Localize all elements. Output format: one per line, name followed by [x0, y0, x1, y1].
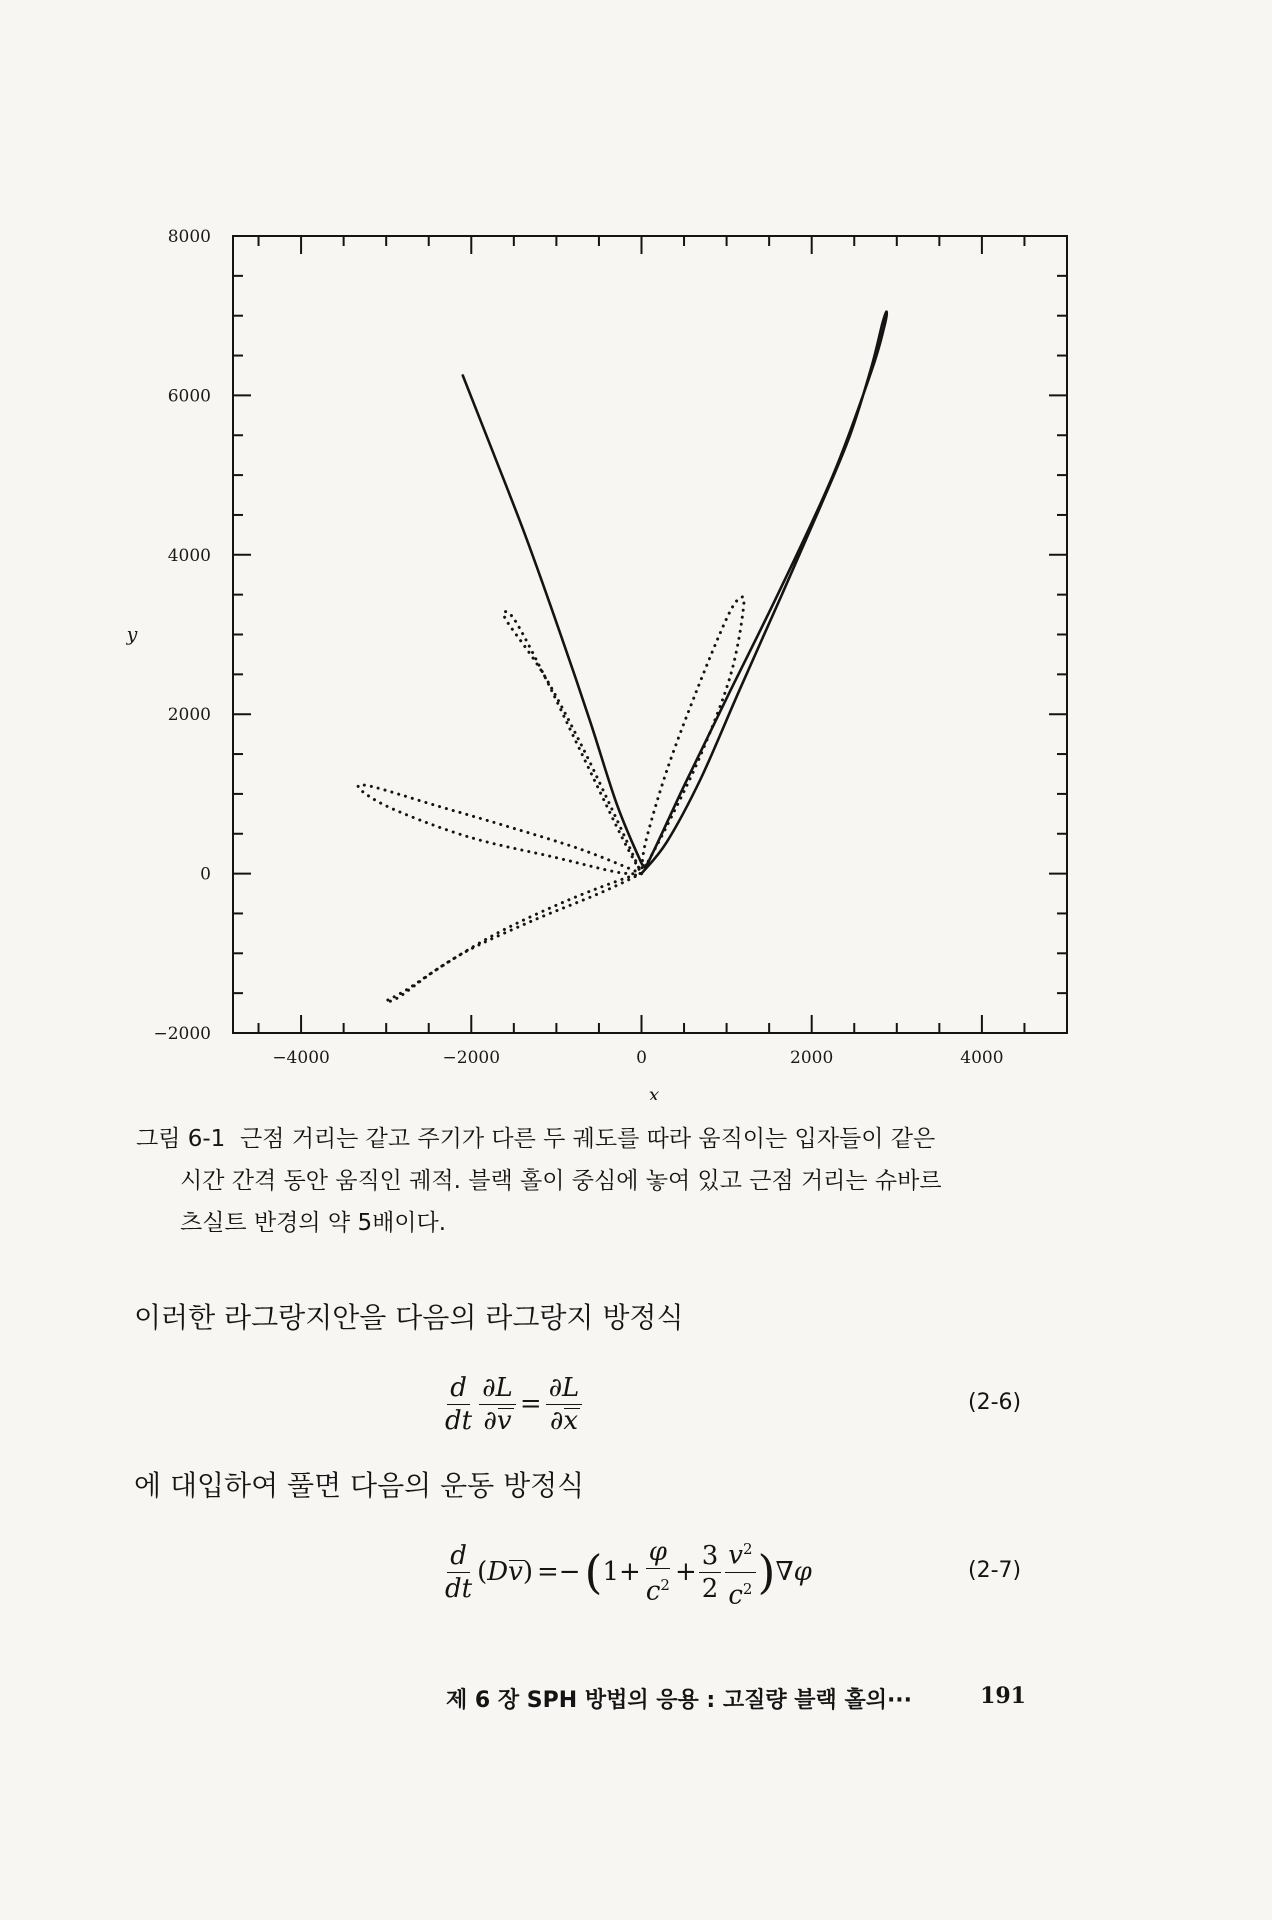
caption-line-1 [136, 1118, 1066, 1160]
eq2-frac-3-2 [699, 1540, 722, 1605]
equation-2-6 [440, 1364, 584, 1444]
y-tick-label: 0 [200, 864, 211, 885]
y-tick-label: −2000 [153, 1024, 211, 1044]
eq2-v-sup: 2 [742, 1539, 753, 1558]
footer-chapter-title: 제 6 장 SPH 방법의 응용 : 고질량 블랙 홀의··· [446, 1688, 913, 1713]
eq2-plus: + [674, 1557, 697, 1587]
body-paragraph-2: 에 대입하여 풀면 다음의 운동 방정식 [134, 1469, 585, 1502]
eq1-d: d [447, 1372, 470, 1405]
eq2-D: D [487, 1557, 509, 1587]
page-number: 191 [980, 1683, 1026, 1709]
eq2-frac-v2-c2 [725, 1533, 755, 1611]
eq1-frac-dl-dv [479, 1372, 516, 1437]
eq2-cb: c [728, 1580, 743, 1611]
eq1-dx [547, 1405, 581, 1437]
eq2-v2 [725, 1533, 755, 1573]
caption-line-2: 시간 간격 동안 움직인 궤적. 블랙 홀이 중심에 놓여 있고 근점 거리는 슈바르 [180, 1168, 942, 1194]
caption-text-1: 근점 거리는 같고 주기가 다른 두 궤도를 따라 움직이는 입자들이 같은 [239, 1126, 936, 1152]
equation-number-2-6: (2-6) [968, 1390, 1022, 1415]
eq2-equals-minus: =− [536, 1557, 581, 1587]
y-tick-label: 4000 [167, 545, 211, 566]
solid-orbit [463, 312, 887, 874]
eq2-d: d [447, 1540, 470, 1573]
caption-label: 그림 6-1 [136, 1126, 226, 1152]
y-axis-label: y [126, 623, 138, 646]
equation-number-2-7: (2-7) [968, 1558, 1022, 1583]
running-footer [446, 1683, 1026, 1714]
eq1-dv [480, 1405, 514, 1437]
x-axis-label: x [648, 1084, 660, 1100]
dotted-orbit-2 [504, 612, 642, 874]
eq2-big-rparen: ) [757, 1545, 776, 1599]
eq2-frac-phi-c2 [643, 1536, 673, 1608]
dotted-orbit-1 [642, 597, 744, 874]
dotted-orbit-3 [358, 785, 641, 874]
figure-caption [136, 1118, 1066, 1244]
eq1-partial-x: ∂ [549, 1405, 564, 1436]
caption-line-3: 츠실트 반경의 약 5배이다. [180, 1210, 447, 1236]
eq2-lparen: ( [477, 1557, 488, 1587]
eq2-c-sup: 2 [660, 1576, 670, 1595]
body-paragraph-1: 이러한 라그랑지안을 다음의 라그랑지 방정식 [134, 1301, 684, 1334]
eq2-three: 3 [699, 1540, 722, 1573]
eq1-dt: dt [445, 1405, 473, 1436]
x-tick-label: −2000 [442, 1048, 501, 1068]
eq2-two: 2 [701, 1573, 719, 1604]
eq2-phi: φ [646, 1536, 670, 1569]
dotted-orbit-4 [386, 874, 642, 1002]
eq1-partial-v: ∂ [483, 1405, 497, 1436]
x-tick-label: −4000 [272, 1048, 330, 1068]
x-tick-label: 0 [636, 1048, 647, 1068]
eq2-c2b [725, 1573, 755, 1612]
eq1-equals: = [519, 1389, 542, 1419]
eq2-v-vector: v [508, 1557, 523, 1587]
equation-2-7 [440, 1532, 812, 1612]
y-tick-label: 8000 [167, 227, 211, 247]
y-tick-label: 6000 [167, 386, 211, 407]
eq2-c: c [645, 1576, 661, 1607]
x-tick-label: 4000 [960, 1048, 1004, 1068]
eq2-frac-d-dt [442, 1540, 475, 1605]
eq2-cb-sup: 2 [742, 1579, 753, 1598]
eq1-dl: ∂L [479, 1372, 516, 1405]
eq2-c2 [643, 1569, 673, 1608]
eq2-rparen: ) [522, 1557, 533, 1587]
eq1-dl2: ∂L [546, 1372, 583, 1405]
eq1-frac-d-dt [442, 1372, 475, 1437]
x-tick-label: 2000 [790, 1048, 834, 1068]
eq2-nabla-phi: ∇φ [775, 1557, 812, 1587]
eq2-big-lparen: ( [584, 1545, 603, 1599]
eq1-x-vector: x [563, 1405, 579, 1436]
eq2-dt: dt [445, 1573, 473, 1604]
eq1-frac-dl-dx [546, 1372, 583, 1437]
plot-frame [233, 236, 1067, 1033]
y-tick-label: 2000 [167, 705, 211, 726]
eq2-one-plus: 1+ [602, 1557, 641, 1587]
eq2-v: v [728, 1540, 743, 1571]
eq1-v-vector: v [496, 1405, 512, 1436]
